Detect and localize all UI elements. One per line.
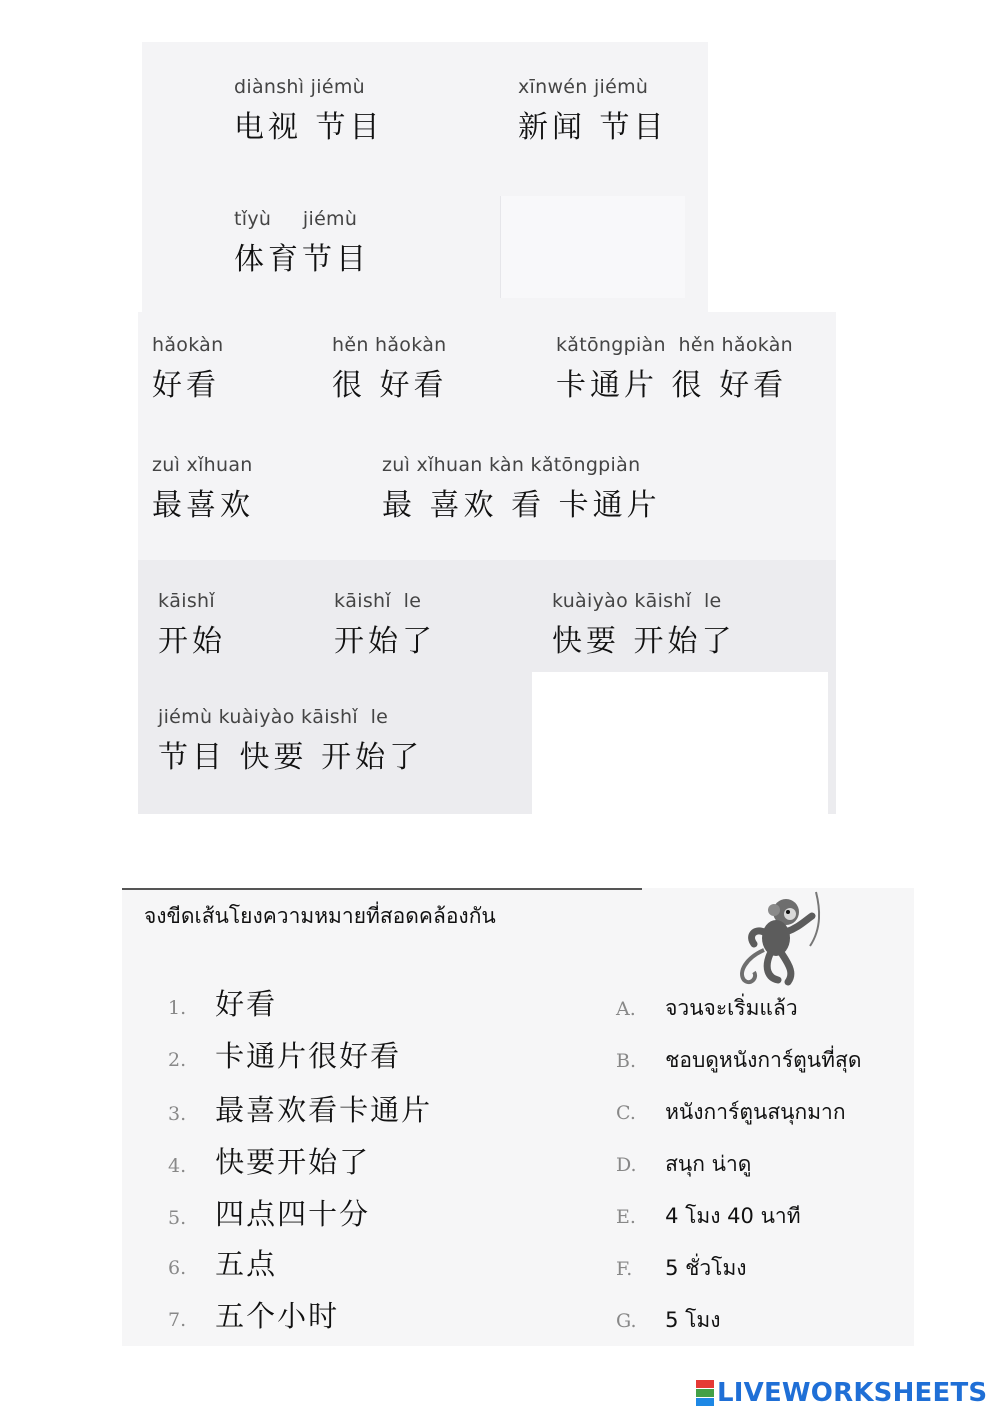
hanzi: 最 喜欢 看 卡通片 [382, 488, 661, 523]
question-number: 6. [168, 1257, 187, 1279]
answer-text: 4 โมง 40 นาที [665, 1204, 801, 1228]
question-number: 1. [168, 997, 187, 1019]
question-item [168, 1294, 339, 1335]
question-item [168, 1088, 432, 1129]
hanzi: 卡通片 很 好看 [556, 368, 788, 403]
answer-item [616, 1096, 846, 1129]
question-item [168, 1192, 370, 1233]
answer-text: ชอบดูหนังการ์ตูนที่สุด [665, 1048, 862, 1072]
answer-letter: F. [616, 1258, 633, 1280]
answer-text: หนังการ์ตูนสนุกมาก [665, 1100, 846, 1124]
answer-letter: B. [616, 1050, 637, 1072]
question-item [168, 1140, 370, 1181]
blank-box [532, 672, 828, 814]
answer-letter: E. [616, 1206, 636, 1228]
pinyin: diànshì jiémù [234, 76, 365, 98]
hanzi: 好看 [152, 368, 220, 403]
hanzi: 很 好看 [332, 368, 448, 403]
answer-item [616, 992, 798, 1025]
pinyin: jiémù kuàiyào kāishǐ le [158, 706, 389, 728]
pinyin: hěn hǎokàn [332, 334, 447, 356]
vocab-item [518, 76, 668, 146]
hanzi: 电视 节目 [234, 110, 384, 145]
answer-text: สนุก น่าดู [665, 1152, 752, 1176]
vocab-item [158, 590, 226, 660]
question-text: 最喜欢看卡通片 [215, 1093, 433, 1127]
hanzi: 体育节目 [234, 242, 370, 277]
hanzi: 开始 [158, 624, 226, 659]
answer-text: จวนจะเริ่มแล้ว [665, 996, 798, 1020]
pinyin: xīnwén jiémù [518, 76, 649, 98]
liveworksheets-logo-icon [696, 1380, 714, 1406]
vocab-item [158, 706, 423, 776]
vocab-item [152, 454, 254, 524]
answer-text: 5 โมง [665, 1308, 721, 1332]
pinyin: kāishǐ [158, 590, 215, 612]
answer-letter: G. [616, 1310, 637, 1332]
question-text: 快要开始了 [215, 1145, 371, 1179]
pinyin: kǎtōngpiàn hěn hǎokàn [556, 334, 794, 356]
question-text: 卡通片很好看 [215, 1039, 402, 1073]
vocab-item [552, 590, 736, 660]
question-number: 2. [168, 1049, 187, 1071]
divider [122, 888, 642, 890]
vocab-item [334, 590, 436, 660]
question-number: 5. [168, 1207, 187, 1229]
hanzi: 新闻 节目 [518, 110, 668, 145]
answer-item [616, 1304, 721, 1337]
watermark-text: LIVEWORKSHEETS [717, 1378, 988, 1408]
exercise-instruction: จงขีดเส้นโยงความหมายที่สอดคล้องกัน [144, 904, 496, 928]
question-item [168, 1242, 277, 1283]
question-text: 五个小时 [215, 1299, 340, 1333]
question-text: 好看 [215, 987, 278, 1021]
question-number: 3. [168, 1103, 187, 1125]
vocab-item [556, 334, 793, 404]
hanzi: 快要 开始了 [552, 624, 736, 659]
answer-letter: D. [616, 1154, 637, 1176]
answer-letter: A. [616, 998, 636, 1020]
pinyin: hǎokàn [152, 334, 224, 356]
answer-item [616, 1200, 801, 1233]
question-number: 7. [168, 1309, 187, 1331]
vocab-item [332, 334, 448, 404]
hanzi: 开始了 [334, 624, 436, 659]
answer-text: 5 ชั่วโมง [665, 1256, 747, 1280]
vocab-item [234, 76, 384, 146]
monkey-icon [724, 888, 828, 986]
answer-item [616, 1148, 751, 1181]
pinyin: tǐyù jiémù [234, 208, 358, 230]
answer-item [616, 1044, 861, 1077]
hanzi: 节目 快要 开始了 [158, 740, 424, 775]
liveworksheets-watermark [696, 1378, 987, 1408]
question-item [168, 982, 277, 1023]
blank-box [500, 196, 685, 298]
question-number: 4. [168, 1155, 187, 1177]
pinyin: zuì xǐhuan kàn kǎtōngpiàn [382, 454, 641, 476]
pinyin: kāishǐ le [334, 590, 422, 612]
pinyin: kuàiyào kāishǐ le [552, 590, 722, 612]
vocab-item [382, 454, 661, 524]
answer-item [616, 1252, 747, 1285]
pinyin: zuì xǐhuan [152, 454, 253, 476]
answer-letter: C. [616, 1102, 636, 1124]
vocab-item [152, 334, 223, 404]
question-text: 四点四十分 [215, 1197, 371, 1231]
question-text: 五点 [215, 1247, 278, 1281]
vocab-item [234, 208, 370, 278]
hanzi: 最喜欢 [152, 488, 254, 523]
question-item [168, 1034, 401, 1075]
